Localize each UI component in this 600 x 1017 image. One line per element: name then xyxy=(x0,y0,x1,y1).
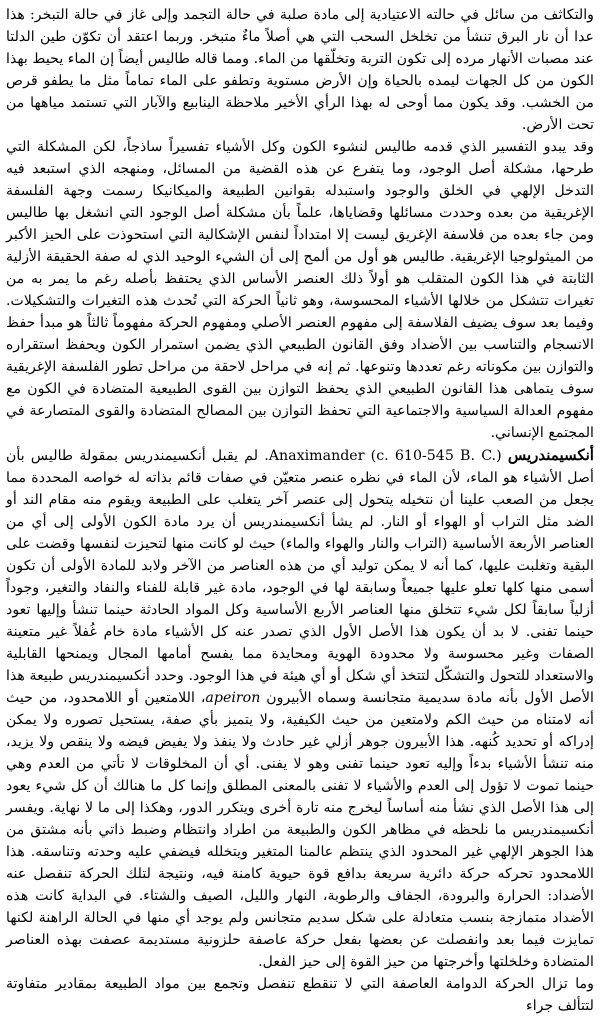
paragraph-3 xyxy=(6,444,594,973)
section-heading-anaximander: أنكسيمندريس xyxy=(507,446,594,464)
paragraph-2: وقد يبدو التفسير الذي قدمه طاليس لنشوء الكون وكل الأشياء تفسيراً ساذجاً، لكن المشكلة التي طرحها، مشكلة أصل الوجود، وما يتفرع عن هذه القضية من المسائل، ومنهجه الذي استبعد فيه التدخل الإلهي في الخلق والوجود واستبدله بقوانين الطبيعة والميكانيكا رسمت وجهة الفلسفة الإغريقية من بعده وحددت مسائلها وقضاياها، علماً بأن مشكلة أصل الوجود التي انشغل بها طاليس ومن جاء بعده من فلاسفة الإغريق ليست إلا امتداداً لنفس الإشكالية التي استحوذت على الحيز الأكبر من الميثولوجيا الإغريقية. طاليس هو أول من ألمح إلى أن الشيء الوحيد الذي له صفة الحقيقة الأزلية الثابتة في هذا الكون المتقلب هو أولاً ذلك العنصر الأساس الذي يحتفظ بأصله رغم ما يمر به من تغيرات تتشكل من خلالها الأشياء المحسوسة، وهو ثانياً الحركة التي تُحدث هذه التغيرات والتشكيلات. وفيما بعد سوف يضيف الفلاسفة إلى مفهوم العنصر الأصلي ومفهوم الحركة مفهوماً ثالثاً هو مبدأ حفظ الانسجام والتناسب بين الأضداد وفق القانون الطبيعي الذي يضمن استمرار الكون ويحفظ استقراره والتوازن بين مكوناته رغم تعددها وتنوعها. ثم إنه في مراحل لاحقة من مراحل تطور الفلسفة الإغريقية سوف يتماهى هذا القانون الطبيعي الذي يحفظ التوازن بين القوى الطبيعية المتضادة في الكون مع مفهوم العدالة السياسية والاجتماعية التي تحفظ التوازن بين المصالح المتضادة والقوى المتصارعة في المجتمع الإنساني. xyxy=(6,139,594,441)
latin-term-apeiron: apeiron xyxy=(205,690,261,706)
paragraph-4: وما تزال الحركة الدوامة العاصفة التي لا تنقطع تنفصل وتجمع بين مواد الطبيعة بمقادير متفاوتة لتتألف جراء xyxy=(6,976,594,1014)
latin-name: Anaximander (c. 610-545 B. C.) xyxy=(268,448,502,464)
paragraph-1: والتكاثف من سائل في حالته الاعتيادية إلى مادة صلبة في حالة التجمد وإلى غاز في حالة التبخر: هذا عدا أن نار البرق تنشأ من تخلخل السحب التي هي أصلاً ماءٌ متبخر. وربما اعتقد أن تكوّن طين الدلتا عند مصبات الأنهار مرده إلى تكون التربة وتخلّقها من الماء. ومما قاله طاليس أيضاً إن الماء يحيط بهذا الكون من كل الجهات ليمده بالحياة وإن الأرض مستوية وتطفو على الماء تماماً مثل ما يطفو قرص من الخشب. وقد يكون مما أوحى له بهذا الرأي الأخير ملاحظة الينابيع والآبار التي تستمد مياهها من تحت الأرض. xyxy=(6,7,594,133)
paragraph-3-text: . لم يقبل أنكسيمندريس بمقولة طاليس بأن أصل الأشياء هو الماء، لأن الماء في نظره عنصر متعيّن في صفات قائم بذاته له خواصه المحددة مما يجعل من الصعب علينا أن نتخيله يتحول إلى عنصر آخر يتغلب على الطبيعة ويقوم منه مقام الند أو الضد مثل التراب أو الهواء أو النار. لم يشأ أنكسيمندريس أن يرد مادة الكون الأولى إلى أي من العناصر الأربعة الأساسية (التراب والنار والهواء والماء) حيث لو كانت منها لتحيزت لنفسها وقضت على البقية وتغلبت عليها، كما أنه لا يمكن توليد أي من هذه العناصر من الآخر ولابد للمادة الأولى أن تكون أسمى منها كلها تعلو عليها جميعاً وسابقة لها في الوجود، مادة غير قابلة للفناء والنفاد والتغير، وجوداً أزلياً سابقاً لكل شيء تتخلق منها العناصر الأربع الأساسية وكل المواد الحادثة حينما تنشأ وإليها تعود حينما تفنى. لا بد أن يكون هذا الأصل الأول الذي تصدر عنه كل الأشياء مادة خام غُفلاً غير متعينة الصفات وغير محسوسة ولا محدودة الهوية ومحايدة مما يفسح أمامها المجال ويمنحها القابلية والاستعداد للتحول والتشكّل لتتخذ أي شكل أو أي هيئة في هذا الوجود. وحدد أنكسيمندريس طبيعة هذا الأصل الأول بأنه مادة سديمية متجانسة وسماه الأبيرون xyxy=(6,448,594,706)
paragraph-3-text-cont: ، اللامتعين أو اللامحدود، من حيث أنه لامتناه من حيث الكم ولامتعين من حيث الكيفية، ولا يتميز بأي صفة، يستحيل تصوره ولا يمكن إدراكه أو تحديد كُنهه. هذا الأبيرون جوهر أزلي غير حادث ولا ينفذ ولا يفيض فيضه ولا ينقص ولا يزيد، منه تنشأ الأشياء بدءاً وإليه تعود حينما تفنى وهو لا يفنى. أي أن المخلوقات لا تأتي من العدم وهي حينما تموت لا تؤول إلى العدم والأشياء لا تفنى بالمعنى المطلق وإنما كل ما هنالك أن كل شيء يعود إلى هذا الأصل الذي نشأ منه أساساً ليخرج منه تارة أخرى ويتكرر الدور، وهكذا إلى ما لا نهاية. ويفسر أنكسيمندريس ما نلحظه في مظاهر الكون والطبيعة من اطراد وانتظام وضبط ذاتي بأنه مشتق من هذا الجوهر الإلهي غير المحدود الذي ينتظم عالمنا المتغير ويتخلله فيضفي عليه وحدته وتناسقه. هذا اللامحدود تحركه حركة دائرية سريعة بدافع قوة حيوية كامنة فيه، ونتيجة لتلك الحركة تنفصل عنه الأضداد: الحرارة والبرودة، الجفاف والرطوبة، النهار والليل، الصيف والشتاء. في البداية كانت هذه الأضداد متمازجة بنسب متعادلة على شكل سديم متجانس ولم يوجد أي منها في الحالة الراهنة لكنها تمايزت فيما بعد وانفصلت عن بعضها بفعل حركة عاصفة حلزونية مستديمة عصفت بهذه العناصر المتضادة وخلخلتها وأخرجتها من حيز القوة إلى حيز الفعل. xyxy=(6,690,594,970)
